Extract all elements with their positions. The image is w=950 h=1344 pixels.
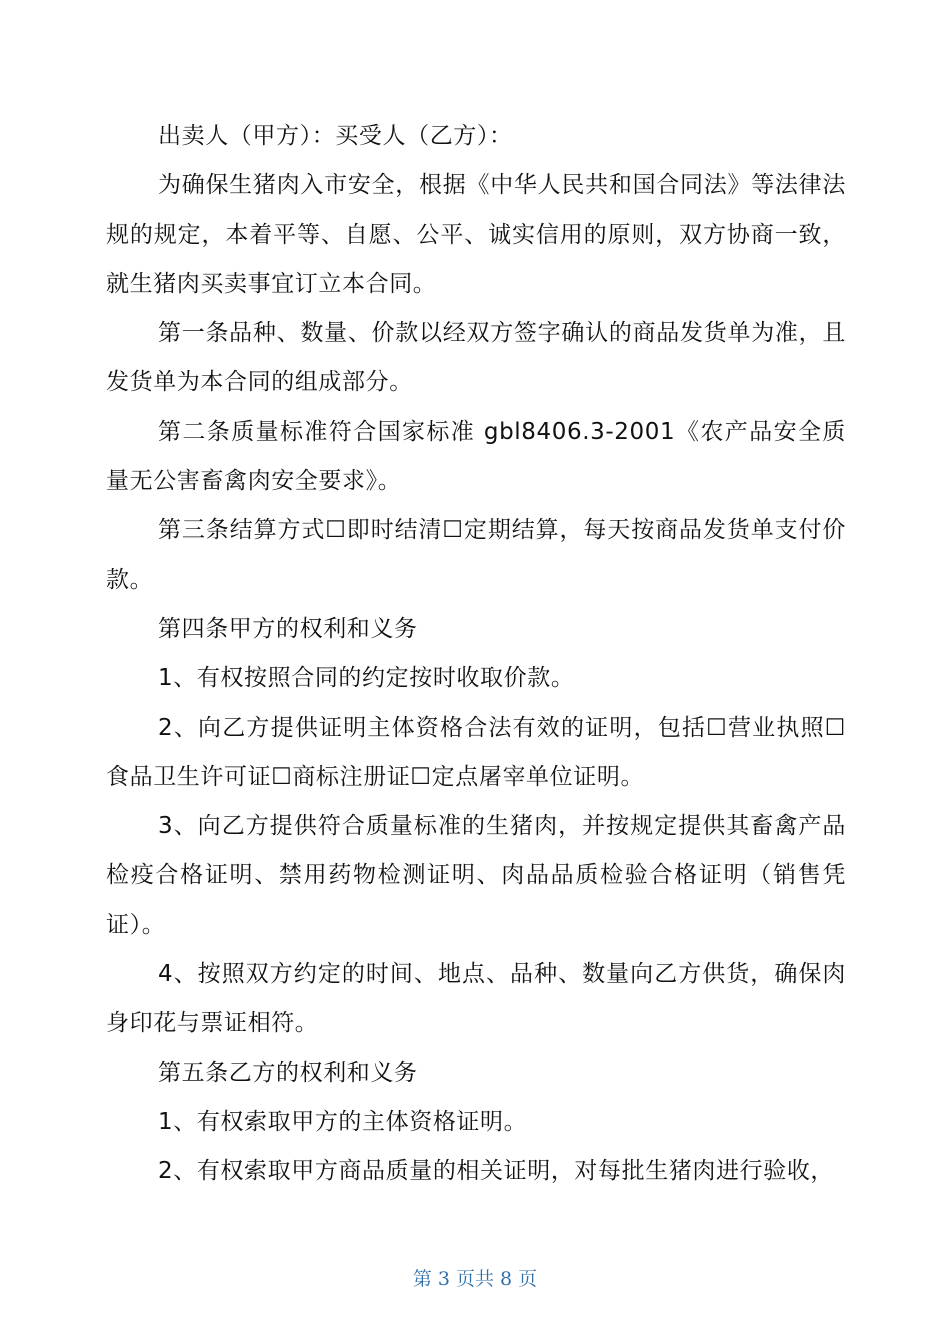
- paragraph-article-2: 第二条质量标准符合国家标准 gbl8406.3-2001《农产品安全质量无公害畜禽肉安全要求》。: [106, 418, 846, 495]
- paragraph-article-4-item-3: 3、向乙方提供符合质量标准的生猪肉，并按规定提供其畜禽产品检疫合格证明、禁用药物检测证明、肉品品质检验合格证明（销售凭证）。: [106, 813, 846, 938]
- paragraph-article-3: 第三条结算方式☐即时结清☐定期结算，每天按商品发货单支付价款。: [106, 517, 846, 593]
- paragraph-parties: 出卖人（甲方）：买受人（乙方）：: [158, 123, 513, 149]
- heading-article-5: 第五条乙方的权利和义务: [158, 1059, 418, 1086]
- paragraph-article-1: 第一条品种、数量、价款以经双方签字确认的商品发货单为准，且发货单为本合同的组成部分。: [106, 320, 846, 396]
- paragraph-article-4-item-1: 1、有权按照合同的约定按时收取价款。: [158, 665, 575, 692]
- paragraph-article-5-item-2: 2、有权索取甲方商品质量的相关证明，对每批生猪肉进行验收，: [158, 1158, 835, 1185]
- document-body: [106, 112, 846, 1197]
- paragraph-article-4-item-4: 4、按照双方约定的时间、地点、品种、数量向乙方供货，确保肉身印花与票证相符。: [106, 961, 846, 1037]
- paragraph-preamble: 为确保生猪肉入市安全，根据《中华人民共和国合同法》等法律法规的规定，本着平等、自愿、公平、诚实信用的原则，双方协商一致，就生猪肉买卖事宜订立本合同。: [106, 172, 846, 297]
- heading-article-4: 第四条甲方的权利和义务: [158, 615, 418, 642]
- paragraph-article-5-item-1: 1、有权索取甲方的主体资格证明。: [158, 1108, 528, 1135]
- page-number-footer: 第 3 页共 8 页: [412, 1268, 538, 1290]
- paragraph-article-4-item-2: 2、向乙方提供证明主体资格合法有效的证明，包括☐营业执照☐食品卫生许可证☐商标注册证☐定点屠宰单位证明。: [106, 714, 846, 790]
